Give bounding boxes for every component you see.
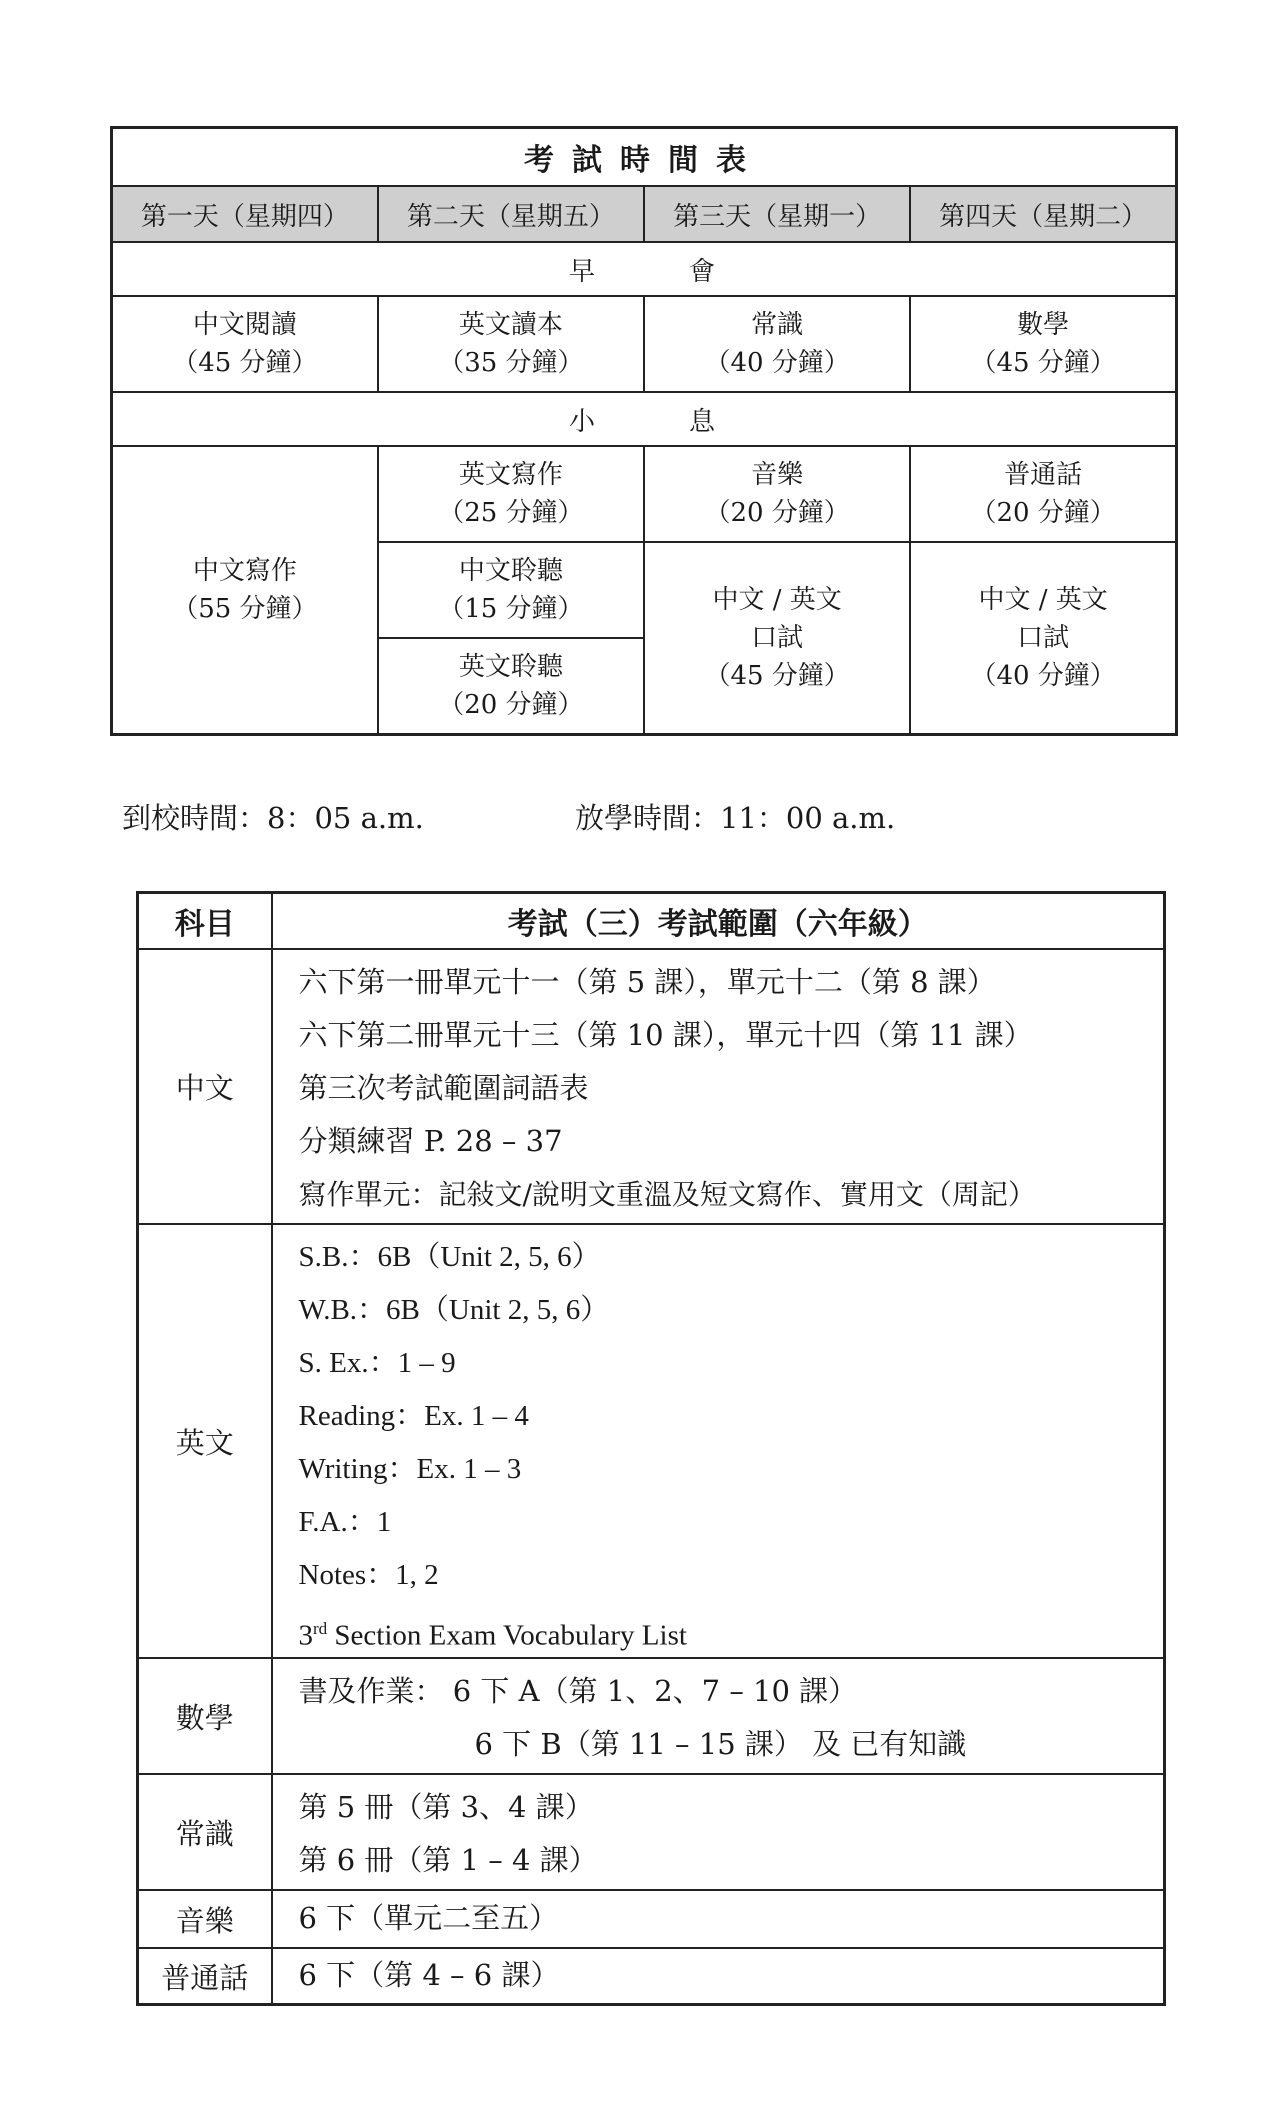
scope-line: 6 下 B（第 11 – 15 課） 及 已有知識 [474, 1727, 967, 1761]
session1-day2 [378, 296, 644, 392]
day-1-header: 第一天（星期四） [112, 186, 378, 242]
session2-day2-a [378, 446, 644, 542]
duration-label: （55 分鐘） [172, 594, 318, 624]
scope-chinese-content [272, 949, 1165, 1224]
subject-label: 口試 [1017, 623, 1070, 653]
subject-general-studies: 常識 [138, 1774, 272, 1890]
vocab-ordinal-suffix: rd [313, 1619, 328, 1638]
break-row [112, 392, 1177, 446]
scope-line-vocab [299, 1602, 1164, 1655]
scope-row-gs [138, 1774, 1165, 1890]
subject-chinese: 中文 [138, 949, 272, 1224]
subject-math: 數學 [138, 1658, 272, 1774]
arrival-time: 到校時間：8：05 a.m. [122, 801, 424, 835]
duration-label: （40 分鐘） [970, 661, 1116, 691]
day-4-header: 第四天（星期二） [910, 186, 1176, 242]
scope-row-music [138, 1890, 1165, 1948]
scope-line: W.B.：6B（Unit 2, 5, 6） [298, 1294, 610, 1326]
subject-label: 中文閱讀 [192, 310, 297, 340]
scope-line: 第三次考試範圍詞語表 [298, 1071, 589, 1105]
day-2-header: 第二天（星期五） [378, 186, 644, 242]
scope-header-subject: 科目 [138, 893, 272, 950]
session2-day1 [112, 446, 378, 735]
duration-label: （20 分鐘） [970, 498, 1116, 528]
scope-header-title: 考試（三）考試範圍（六年級） [272, 893, 1165, 950]
duration-label: （40 分鐘） [704, 348, 850, 378]
duration-label: （45 分鐘） [172, 348, 318, 378]
session1-day4 [910, 296, 1176, 392]
exam-timetable [110, 126, 1178, 736]
break-char-1: 小 [568, 406, 599, 437]
scope-line: Notes：1, 2 [298, 1559, 439, 1591]
timetable-title: 考試時間表 [112, 128, 1177, 187]
scope-line: 書及作業： 6 下 A（第 1、2、7 – 10 課） [298, 1674, 858, 1708]
session2-day4-oral [910, 542, 1176, 735]
session2-day2-b [378, 542, 644, 638]
duration-label: （45 分鐘） [970, 348, 1116, 378]
duration-label: （25 分鐘） [438, 498, 584, 528]
scope-line: Reading：Ex. 1 – 4 [298, 1400, 529, 1432]
vocab-ordinal: 3 [298, 1619, 313, 1652]
vocab-label: Section Exam Vocabulary List [327, 1619, 687, 1652]
break-char-2: 息 [689, 406, 720, 437]
assembly-row [112, 242, 1177, 296]
scope-english-content [272, 1224, 1165, 1658]
subject-label: 普通話 [1004, 460, 1083, 490]
session2-day4-a [910, 446, 1176, 542]
session2-day3-a [644, 446, 910, 542]
session2-day2-c [378, 638, 644, 735]
scope-row-english [138, 1224, 1165, 1658]
dismissal-time: 放學時間：11：00 a.m. [575, 801, 896, 835]
scope-row-math [138, 1658, 1165, 1774]
scope-putonghua-content [272, 1948, 1165, 2005]
scope-line: Writing：Ex. 1 – 3 [298, 1453, 522, 1485]
scope-line: S. Ex.：1 – 9 [298, 1347, 456, 1379]
scope-line: 分類練習 P. 28 – 37 [298, 1124, 563, 1158]
duration-label: （20 分鐘） [704, 498, 850, 528]
subject-music: 音樂 [138, 1890, 272, 1948]
subject-label: 口試 [751, 623, 804, 653]
exam-scope-table [136, 891, 1166, 2006]
subject-label: 音樂 [751, 460, 804, 490]
scope-line: F.A.：1 [298, 1506, 392, 1538]
scope-line: 6 下（第 4 – 6 課） [298, 1958, 560, 1992]
session2-day3-oral [644, 542, 910, 735]
duration-label: （15 分鐘） [438, 594, 584, 624]
subject-label: 英文寫作 [458, 460, 563, 490]
scope-line: 寫作單元：記敍文/說明文重溫及短文寫作、實用文（周記） [298, 1178, 1036, 1211]
scope-line: S.B.：6B（Unit 2, 5, 6） [298, 1241, 601, 1273]
subject-label: 中文 / 英文 [712, 585, 842, 615]
session1-day3 [644, 296, 910, 392]
subject-putonghua: 普通話 [138, 1948, 272, 2005]
subject-label: 英文讀本 [458, 310, 563, 340]
scope-line: 6 下（單元二至五） [298, 1901, 559, 1935]
assembly-char-2: 會 [689, 256, 720, 287]
subject-label: 中文 / 英文 [978, 585, 1108, 615]
subject-label: 中文寫作 [192, 556, 297, 586]
duration-label: （35 分鐘） [438, 348, 584, 378]
scope-row-chinese [138, 949, 1165, 1224]
assembly-char-1: 早 [568, 256, 599, 287]
subject-english: 英文 [138, 1224, 272, 1658]
duration-label: （45 分鐘） [704, 661, 850, 691]
scope-music-content [272, 1890, 1165, 1948]
day-3-header: 第三天（星期一） [644, 186, 910, 242]
subject-label: 常識 [751, 310, 804, 340]
subject-label: 英文聆聽 [458, 652, 563, 682]
subject-label: 數學 [1017, 310, 1070, 340]
subject-label: 中文聆聽 [458, 556, 563, 586]
scope-row-putonghua [138, 1948, 1165, 2005]
scope-line: 第 6 冊（第 1 – 4 課） [298, 1843, 598, 1877]
scope-line: 第 5 冊（第 3、4 課） [298, 1790, 594, 1824]
scope-line: 六下第一冊單元十一（第 5 課），單元十二（第 8 課） [298, 965, 996, 999]
scope-gs-content [272, 1774, 1165, 1890]
duration-label: （20 分鐘） [438, 690, 584, 720]
session1-day1 [112, 296, 378, 392]
scope-math-content [272, 1658, 1165, 1774]
scope-line: 六下第二冊單元十三（第 10 課），單元十四（第 11 課） [298, 1018, 1033, 1052]
